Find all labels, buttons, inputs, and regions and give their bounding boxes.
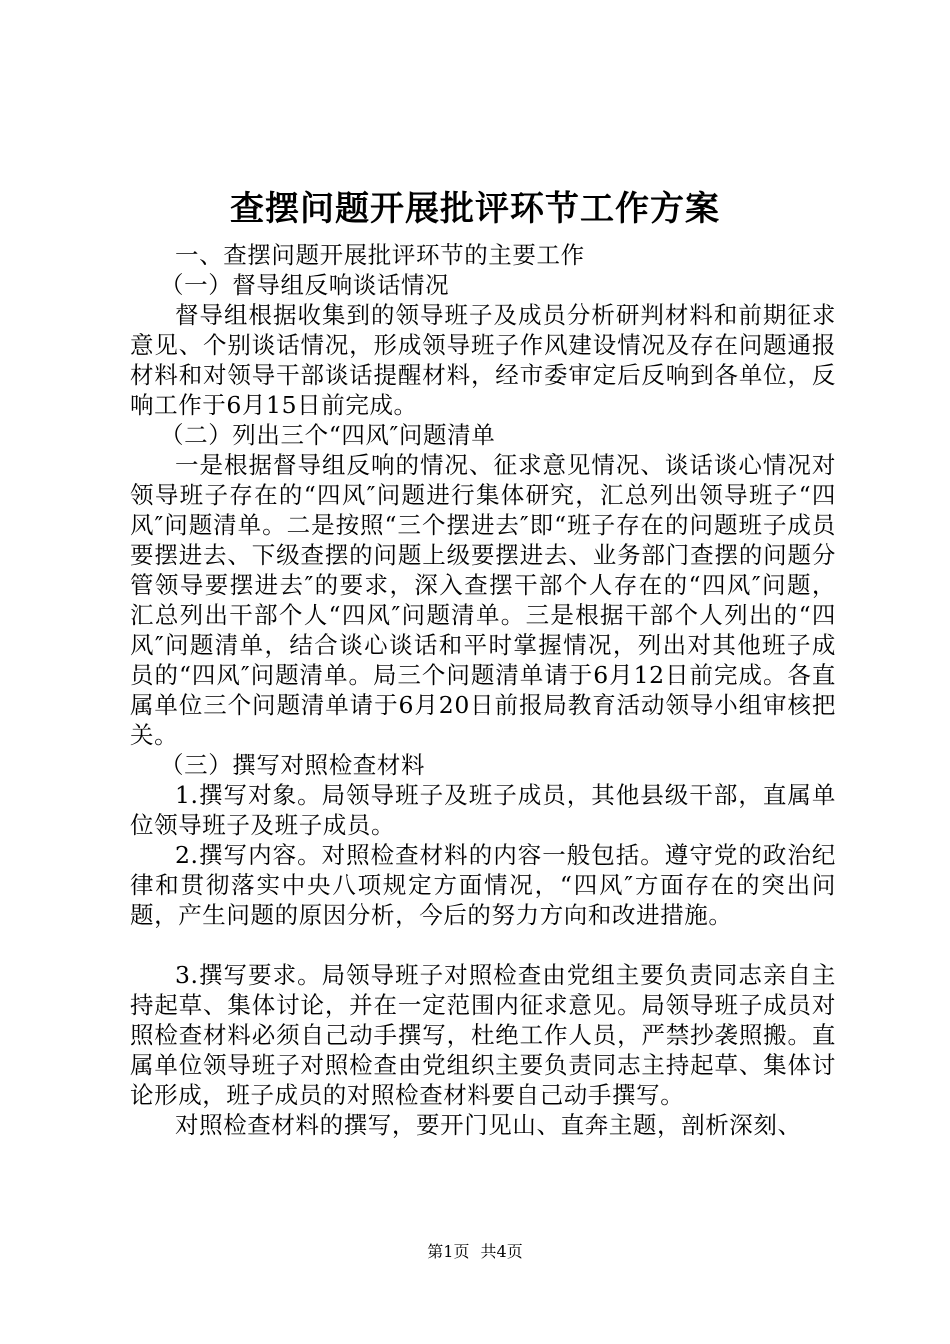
paragraph: 一是根据督导组反响的情况、征求意见情况、谈话谈心情况对领导班子存在的“四风″问题进行集体研究，汇总列出领导班子“四风″问题清单。二是按照“三个摆进去″即“班子存在的问题班子成员要摆进去、下级查摆的问题上级要摆进去、业务部门查摆的问题分管领导要摆进去″的要求，深入查摆干部个人存在的“四风″问题，汇总列出干部个人“四风″问题清单。三是根据干部个人列出的“四风″问题清单，结合谈心谈话和平时掌握情况，列出对其他班子成员的“四风″问题清单。局三个问题清单请于6月12日前完成。各直属单位三个问题清单请于6月20日前报局教育活动领导小组审核把关。 bbox=[130, 451, 836, 749]
section-heading: 一、查摆问题开展批评环节的主要工作 bbox=[175, 241, 585, 269]
document-body bbox=[130, 240, 836, 1140]
page-number: 第1页 bbox=[427, 1242, 470, 1261]
list-item: 1.撰写对象。局领导班子及班子成员，其他县级干部，直属单位领导班子及班子成员。 bbox=[130, 781, 836, 839]
blank-line bbox=[130, 930, 836, 960]
subsection-heading: （二）列出三个“四风″问题清单 bbox=[160, 421, 496, 449]
document-title: 查摆问题开展批评环节工作方案 bbox=[230, 189, 720, 229]
paragraph: 督导组根据收集到的领导班子及成员分析研判材料和前期征求意见、个别谈话情况，形成领导班子作风建设情况及存在问题通报材料和对领导干部谈话提醒材料，经市委审定后反响到各单位，反响工作于6月15日前完成。 bbox=[130, 301, 836, 419]
page-footer bbox=[0, 1241, 950, 1263]
list-item: 3.撰写要求。局领导班子对照检查由党组主要负责同志亲自主持起草、集体讨论，并在一定范围内征求意见。局领导班子成员对照检查材料必须自己动手撰写，杜绝工作人员，严禁抄袭照搬。直属单位领导班子对照检查由党组织主要负责同志主持起草、集体讨论形成，班子成员的对照检查材料要自己动手撰写。 bbox=[130, 961, 836, 1109]
list-item: 2.撰写内容。对照检查材料的内容一般包括。遵守党的政治纪律和贯彻落实中央八项规定方面情况，“四风″方面存在的突出问题，产生问题的原因分析，今后的努力方向和改进措施。 bbox=[130, 841, 836, 929]
page-total: 共4页 bbox=[480, 1242, 523, 1261]
subsection-heading: （一）督导组反响谈话情况 bbox=[160, 271, 450, 299]
paragraph: 对照检查材料的撰写，要开门见山、直奔主题，剖析深刻、 bbox=[175, 1111, 802, 1139]
subsection-heading: （三）撰写对照检查材料 bbox=[160, 751, 426, 779]
